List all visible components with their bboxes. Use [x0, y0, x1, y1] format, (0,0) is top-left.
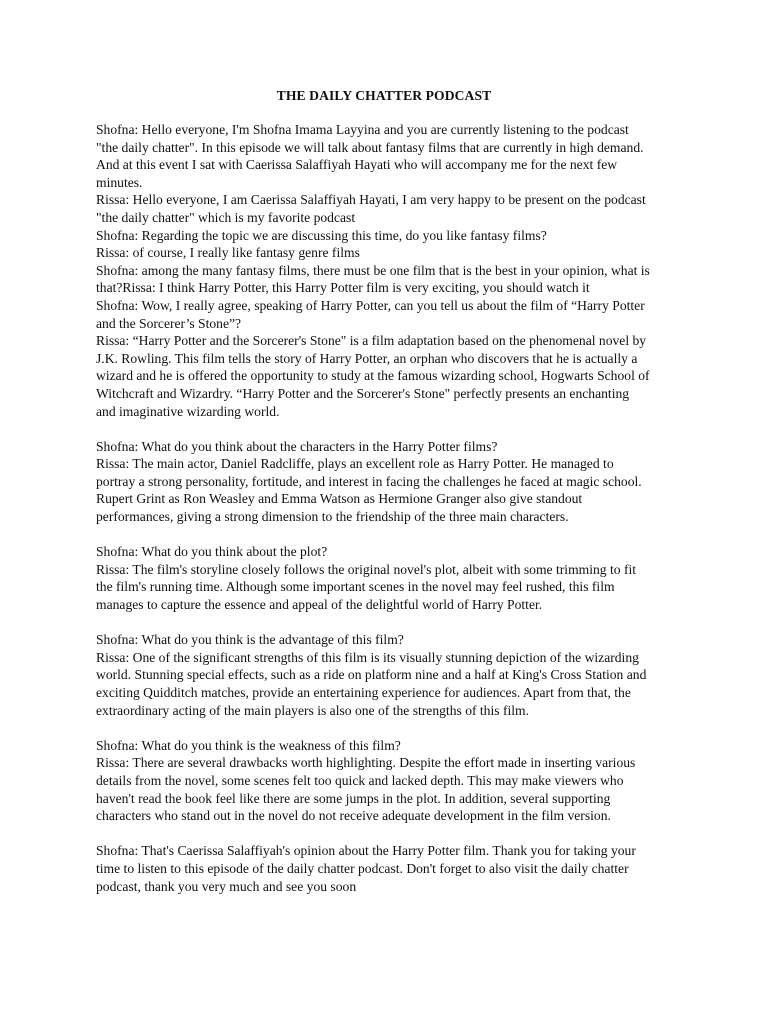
dialogue-line: world. Stunning special effects, such as a ride on platform nine and a half at King's Cross Station and [96, 667, 647, 683]
dialogue-line: And at this event I sat with Caerissa Salaffiyah Hayati who will accompany me for the next few [96, 157, 618, 173]
dialogue-line: Shofna: What do you think about the characters in the Harry Potter films? [96, 438, 498, 454]
dialogue-line: Rupert Grint as Ron Weasley and Emma Watson as Hermione Granger also give standout [96, 491, 583, 507]
dialogue-section [96, 543, 678, 613]
dialogue-section [96, 631, 678, 719]
dialogue-line: Shofna: among the many fantasy films, there must be one film that is the best in your opinion, what is [96, 262, 650, 278]
dialogue-line: Shofna: Hello everyone, I'm Shofna Imama Layyina and you are currently listening to the podcast [96, 122, 629, 137]
dialogue-line: Rissa: One of the significant strengths of this film is its visually stunning depiction of the wizarding [96, 649, 639, 665]
dialogue-line: time to listen to this episode of the daily chatter podcast. Don't forget to also visit the daily chatter [96, 860, 629, 876]
dialogue-line: and the Sorcerer’s Stone”? [96, 315, 242, 331]
dialogue-line: characters who stand out in the novel do not receive adequate development in the film version. [96, 808, 611, 824]
dialogue-line: that?Rissa: I think Harry Potter, this Harry Potter film is very exciting, you should watch it [96, 280, 590, 296]
dialogue-line: extraordinary acting of the main players is also one of the strengths of this film. [96, 702, 530, 718]
dialogue-line: Rissa: There are several drawbacks worth highlighting. Despite the effort made in inserting various [96, 755, 636, 771]
dialogue-line: Shofna: What do you think is the advantage of this film? [96, 632, 404, 648]
dialogue-line: Rissa: Hello everyone, I am Caerissa Salaffiyah Hayati, I am very happy to be present on the podcast [96, 192, 646, 208]
dialogue-section [96, 842, 678, 895]
dialogue-line: Shofna: What do you think is the weakness of this film? [96, 737, 401, 753]
dialogue-section [96, 121, 678, 420]
dialogue-line: and imaginative wizarding world. [96, 403, 280, 419]
dialogue-line: Shofna: What do you think about the plot? [96, 544, 328, 560]
dialogue-line: exciting Quidditch matches, provide an entertaining experience for audiences. Apart from that, the [96, 685, 631, 700]
dialogue-line: minutes. [96, 174, 143, 190]
document-body [96, 121, 678, 913]
document-title: THE DAILY CHATTER PODCAST [276, 88, 492, 103]
dialogue-line: details from the novel, some scenes felt too quick and lacked depth. This may make viewers who [96, 772, 624, 788]
dialogue-line: Rissa: of course, I really like fantasy genre films [96, 245, 360, 261]
dialogue-section [96, 737, 678, 825]
dialogue-line: "the daily chatter" which is my favorite podcast [96, 209, 356, 225]
dialogue-line: manages to capture the essence and appeal of the delightful world of Harry Potter. [96, 597, 543, 613]
dialogue-line: portray a strong personality, fortitude, and interest in facing the challenges he faced at magic school. [96, 473, 642, 489]
dialogue-line: podcast, thank you very much and see you soon [96, 878, 357, 894]
dialogue-line: Shofna: Regarding the topic we are discussing this time, do you like fantasy films? [96, 227, 547, 243]
dialogue-line: Witchcraft and Wizardry. “Harry Potter and the Sorcerer's Stone" perfectly presents an enchanting [96, 385, 630, 401]
dialogue-line: Rissa: The main actor, Daniel Radcliffe, plays an excellent role as Harry Potter. He managed to [96, 456, 614, 472]
dialogue-line: Rissa: The film's storyline closely follows the original novel's plot, albeit with some trimming to fit [96, 561, 637, 577]
dialogue-line: Shofna: That's Caerissa Salaffiyah's opinion about the Harry Potter film. Thank you for taking your [96, 843, 636, 859]
dialogue-line: J.K. Rowling. This film tells the story of Harry Potter, an orphan who discovers that he is actually a [96, 350, 638, 366]
dialogue-line: performances, giving a strong dimension to the friendship of the three main characters. [96, 509, 569, 525]
dialogue-line: haven't read the book feel like there are some jumps in the plot. In addition, several supporting [96, 790, 611, 806]
dialogue-line: Rissa: “Harry Potter and the Sorcerer's Stone" is a film adaptation based on the phenomenal novel by [96, 333, 647, 349]
dialogue-section [96, 438, 678, 526]
dialogue-line: Shofna: Wow, I really agree, speaking of Harry Potter, can you tell us about the film of “Harry Potter [96, 297, 645, 313]
dialogue-line: "the daily chatter". In this episode we will talk about fantasy films that are currently in high demand. [96, 139, 644, 155]
dialogue-line: the film's running time. Although some important scenes in the novel may feel rushed, this film [96, 579, 615, 595]
dialogue-line: wizard and he is offered the opportunity to study at the famous wizarding school, Hogwarts School of [96, 368, 650, 384]
